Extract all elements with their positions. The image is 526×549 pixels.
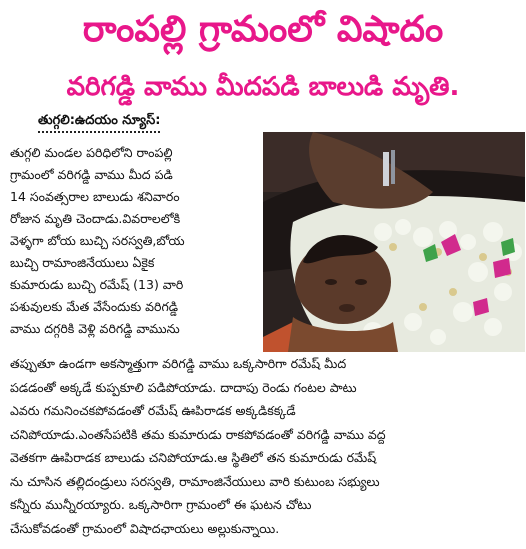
text-line: ఎవరు గమనించకపోవడంతో రమేష్ ఊపిరాడక అక్కడికక్కడే: [10, 403, 296, 418]
text-line: చేసుకోవడంతో గ్రామంలో విషాదఛాయలు అల్లుకున్నాయి.: [10, 520, 280, 536]
article-column-text: [10, 142, 258, 340]
article-full-width-text: [10, 352, 520, 540]
text-line: 14 సంవత్సరాల బాలుడు శనివారం: [10, 189, 180, 204]
text-line: వాము దగ్గరికి వెళ్లి వరిగడ్డి వామును: [10, 321, 180, 336]
photo-illustration: [263, 132, 525, 352]
text-line: తుగ్గలి మండల పరిధిలోని రాంపల్లి: [10, 145, 173, 160]
subheadline: వరిగడ్డి వాము మీదపడి బాలుడి మృతి.: [66, 72, 460, 102]
text-line: కుమారుడు బుచ్చి రమేష్ (13) వారి: [10, 277, 184, 292]
text-line: ను చూసిన తల్లిదండ్రులు సరస్వతి, రామాంజినేయులు వారి కుటుంబ సభ్యులు: [10, 473, 380, 489]
headline: రాంపల్లి గ్రామంలో విషాదం: [82, 9, 444, 50]
text-line: తప్పుతూ ఉండగా అకస్మాత్తుగా వరిగడ్డి వాము ఒక్కసారిగా రమేష్ మీద: [10, 356, 347, 371]
text-line: చనిపోయాడు.ఎంతసేపటికి తమ కుమారుడు రాకపోవడంతో వరిగడ్డి వాము వద్ద: [10, 426, 386, 442]
text-line: బుచ్చి రామాంజినేయులు ఏకైక: [10, 255, 155, 270]
byline: తుగ్గలి:ఉదయం న్యూస్:: [38, 112, 160, 133]
text-line: పశువులకు మేత వేసేందుకు వరిగడ్డి: [10, 299, 178, 314]
text-line: పడడంతో అక్కడే కుప్పకూలి పడిపోయాడు. దాదాపు రెండు గంటల పాటు: [10, 379, 357, 395]
text-line: వెళ్ళగా బోయ బుచ్చి సరస్వతి,బోయ: [10, 233, 185, 248]
text-line: గ్రామంలో వరిగడ్డి వాము మీద పడి: [10, 167, 173, 182]
news-photo: [263, 132, 525, 352]
text-line: వెతకగా ఊపిరాడక బాలుడు చనిపోయాడు.ఆ స్థితిలో తన కుమారుడు రమేష్: [10, 450, 377, 465]
text-line: రోజున మృతి చెందాడు.వివరాలలోకి: [10, 211, 181, 226]
text-line: కన్నీరు మున్నీరయ్యారు. ఒక్కసారిగా గ్రామంలో ఈ ఘటన చోటు: [10, 497, 312, 512]
